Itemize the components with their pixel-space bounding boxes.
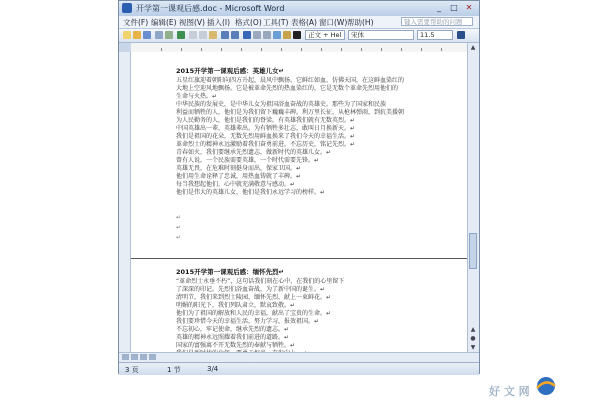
menu-help[interactable]: 帮助(H) xyxy=(347,18,374,27)
scroll-thumb[interactable] xyxy=(469,233,477,269)
status-page-of: 3/4 xyxy=(207,365,219,373)
scroll-up-icon[interactable]: ▲ xyxy=(470,44,476,51)
show-hide-icon[interactable] xyxy=(293,31,301,39)
copy-icon[interactable] xyxy=(199,31,207,39)
normal-view-icon[interactable] xyxy=(122,354,129,360)
columns-icon[interactable] xyxy=(263,31,271,39)
document-text-line: 明媚的阳光下，我们列队肃立，默哀致敬。↵ xyxy=(176,302,296,309)
status-bar xyxy=(119,362,479,375)
document-text-line: 中国英雄出一辈，英雄辈出。为有牺牲多壮志，敢叫日月换新天。↵ xyxy=(176,125,356,132)
menu-file[interactable]: 文件(F) xyxy=(123,18,149,27)
document-text-line: 五星红旗迎着朝阳向四方升起，晨风中飘扬。它鲜红如血，仿佛天国，在这鲜血染红的 xyxy=(176,77,405,84)
cut-icon[interactable] xyxy=(189,31,197,39)
paragraph-mark: ↵ xyxy=(176,224,182,231)
font-size-select[interactable]: 11.5 xyxy=(417,30,453,40)
document-text-line: 利益而牺牲的人，他们是为我们留下巍巍丰碑。利万里长征，从枪林弹雨，到抗美援朝 xyxy=(176,109,405,116)
document-text-line: 他们是伟大的英雄儿女，他们是我们永远学习的榜样。↵ xyxy=(176,189,326,196)
document-text-line: 不忘初心，牢记使命，继承先烈的遗志。↵ xyxy=(176,326,290,333)
paste-icon[interactable] xyxy=(209,31,217,39)
document-text-line: “革命烈士永垂不朽”，这句话我们刻在心中，在我们的心里留下 xyxy=(176,278,345,285)
new-document-icon[interactable] xyxy=(123,31,131,39)
table-icon[interactable] xyxy=(253,31,261,39)
document-map-icon[interactable] xyxy=(283,31,291,39)
document-text-line: 我们是祖国的花朵，无数先烈用鲜血换来了我们今天的幸福生活。↵ xyxy=(176,133,356,140)
bold-icon[interactable] xyxy=(457,31,465,39)
hyperlink-icon[interactable] xyxy=(243,31,251,39)
menu-format[interactable]: 格式(O) xyxy=(235,18,262,27)
document-text-line: 革命烈士的精神永远激励着我们奋勇前进，不忘历史，铭记先烈。↵ xyxy=(176,141,356,148)
document-text-line: 他们用生命诠释了忠诚，用热血铸就了丰碑。↵ xyxy=(176,173,302,180)
menu-table[interactable]: 表格(A) xyxy=(291,18,317,27)
help-search-input[interactable]: 键入需要帮助的问题 xyxy=(401,17,473,26)
style-select[interactable]: 正文 + Hel xyxy=(305,30,345,40)
word-app-icon[interactable] xyxy=(122,3,132,13)
select-browse-object-icon[interactable]: ● xyxy=(470,335,476,342)
minimize-button[interactable]: _ xyxy=(437,3,441,12)
window-title: 开学第一课观后感.doc - Microsoft Word xyxy=(136,4,285,13)
menu-view[interactable]: 视图(V) xyxy=(179,18,205,27)
document-text-line: 为人民勤务的人，他们是我们的脊梁。有英雄我们就有无数英烈。↵ xyxy=(176,117,356,124)
formatting-toolbar xyxy=(119,29,479,43)
watermark-text: 好 文 网 xyxy=(489,385,530,398)
document-text-line: 生命与火热。↵ xyxy=(176,93,218,100)
open-folder-icon[interactable] xyxy=(133,31,141,39)
document-text-line: 每当我想起他们，心中就充满敬意与感动。↵ xyxy=(176,181,296,188)
print-icon[interactable] xyxy=(155,31,163,39)
document-text-line: 英雄的精神永远照耀着我们前进的道路。↵ xyxy=(176,334,290,341)
undo-icon[interactable] xyxy=(221,31,229,39)
watermark-logo-icon xyxy=(531,376,561,396)
vertical-scrollbar[interactable] xyxy=(467,43,479,352)
document-area[interactable] xyxy=(131,52,467,352)
close-button[interactable]: ✕ xyxy=(465,3,473,12)
web-view-icon[interactable] xyxy=(131,354,138,360)
spelling-icon[interactable] xyxy=(177,31,185,39)
document-text-line: 大地上空迎风地飘扬。它是被革命先烈的热血染红的，它是无数个革命先烈用他们的 xyxy=(176,85,399,92)
save-icon[interactable] xyxy=(143,31,151,39)
menu-bar xyxy=(119,16,479,29)
status-section: 1 节 xyxy=(167,366,181,374)
word-window xyxy=(118,0,480,374)
title-bar xyxy=(119,1,479,17)
document-text-line: 曾有人说，一个民族需要英雄，一个时代需要先锋。↵ xyxy=(176,157,320,164)
page1-heading: 2015开学第一课观后感：英雄儿女↵ xyxy=(176,67,285,75)
page2-heading: 2015开学第一课观后感：缅怀先烈↵ xyxy=(176,268,285,276)
document-text-line: 了深深的印记。先烈们浴血奋战，为了新中国的诞生。↵ xyxy=(176,286,326,293)
document-text-line: 他们为了祖国的解放和人民的幸福，献出了宝贵的生命。↵ xyxy=(176,310,332,317)
outline-view-icon[interactable] xyxy=(149,354,156,360)
print-preview-icon[interactable] xyxy=(165,31,173,39)
document-text-line: 我们要珍惜今天的幸福生活，努力学习，报效祖国。↵ xyxy=(176,318,320,325)
paragraph-mark: ↵ xyxy=(176,234,182,241)
document-text-line: 青春如火，我们要继承先烈遗志，做新时代的英雄儿女。↵ xyxy=(176,149,332,156)
status-page: 3 页 xyxy=(125,366,139,374)
vertical-ruler[interactable] xyxy=(119,52,131,352)
menu-tools[interactable]: 工具(T) xyxy=(263,18,289,27)
redo-icon[interactable] xyxy=(231,31,239,39)
horizontal-scrollbar[interactable] xyxy=(119,352,479,362)
previous-page-icon[interactable]: ▲ xyxy=(470,326,476,333)
drawing-icon[interactable] xyxy=(273,31,281,39)
font-select[interactable]: 宋体 xyxy=(348,30,414,40)
document-text-line: 中华民族的发展史，是中华儿女为祖国浴血奋战的英雄史。那些为了国家和民族 xyxy=(176,101,387,108)
print-view-icon[interactable] xyxy=(140,354,147,360)
menu-insert[interactable]: 插入(I) xyxy=(207,18,231,27)
maximize-button[interactable]: □ xyxy=(450,3,458,12)
document-text-line: 英雄无畏，在危难时刻挺身而出，保家卫国。↵ xyxy=(176,165,302,172)
page-break xyxy=(131,258,467,259)
document-text-line: 国家的富强离不开无数先烈的奉献与牺牲。↵ xyxy=(176,342,296,349)
paragraph-mark: ↵ xyxy=(176,214,182,221)
watermark xyxy=(475,376,595,398)
document-text-line: 清明节，我们来到烈士陵园，缅怀先烈，献上一束鲜花。↵ xyxy=(176,294,332,301)
next-page-icon[interactable]: ▼ xyxy=(470,344,476,351)
menu-edit[interactable]: 编辑(E) xyxy=(151,18,177,27)
menu-window[interactable]: 窗口(W) xyxy=(319,18,348,27)
